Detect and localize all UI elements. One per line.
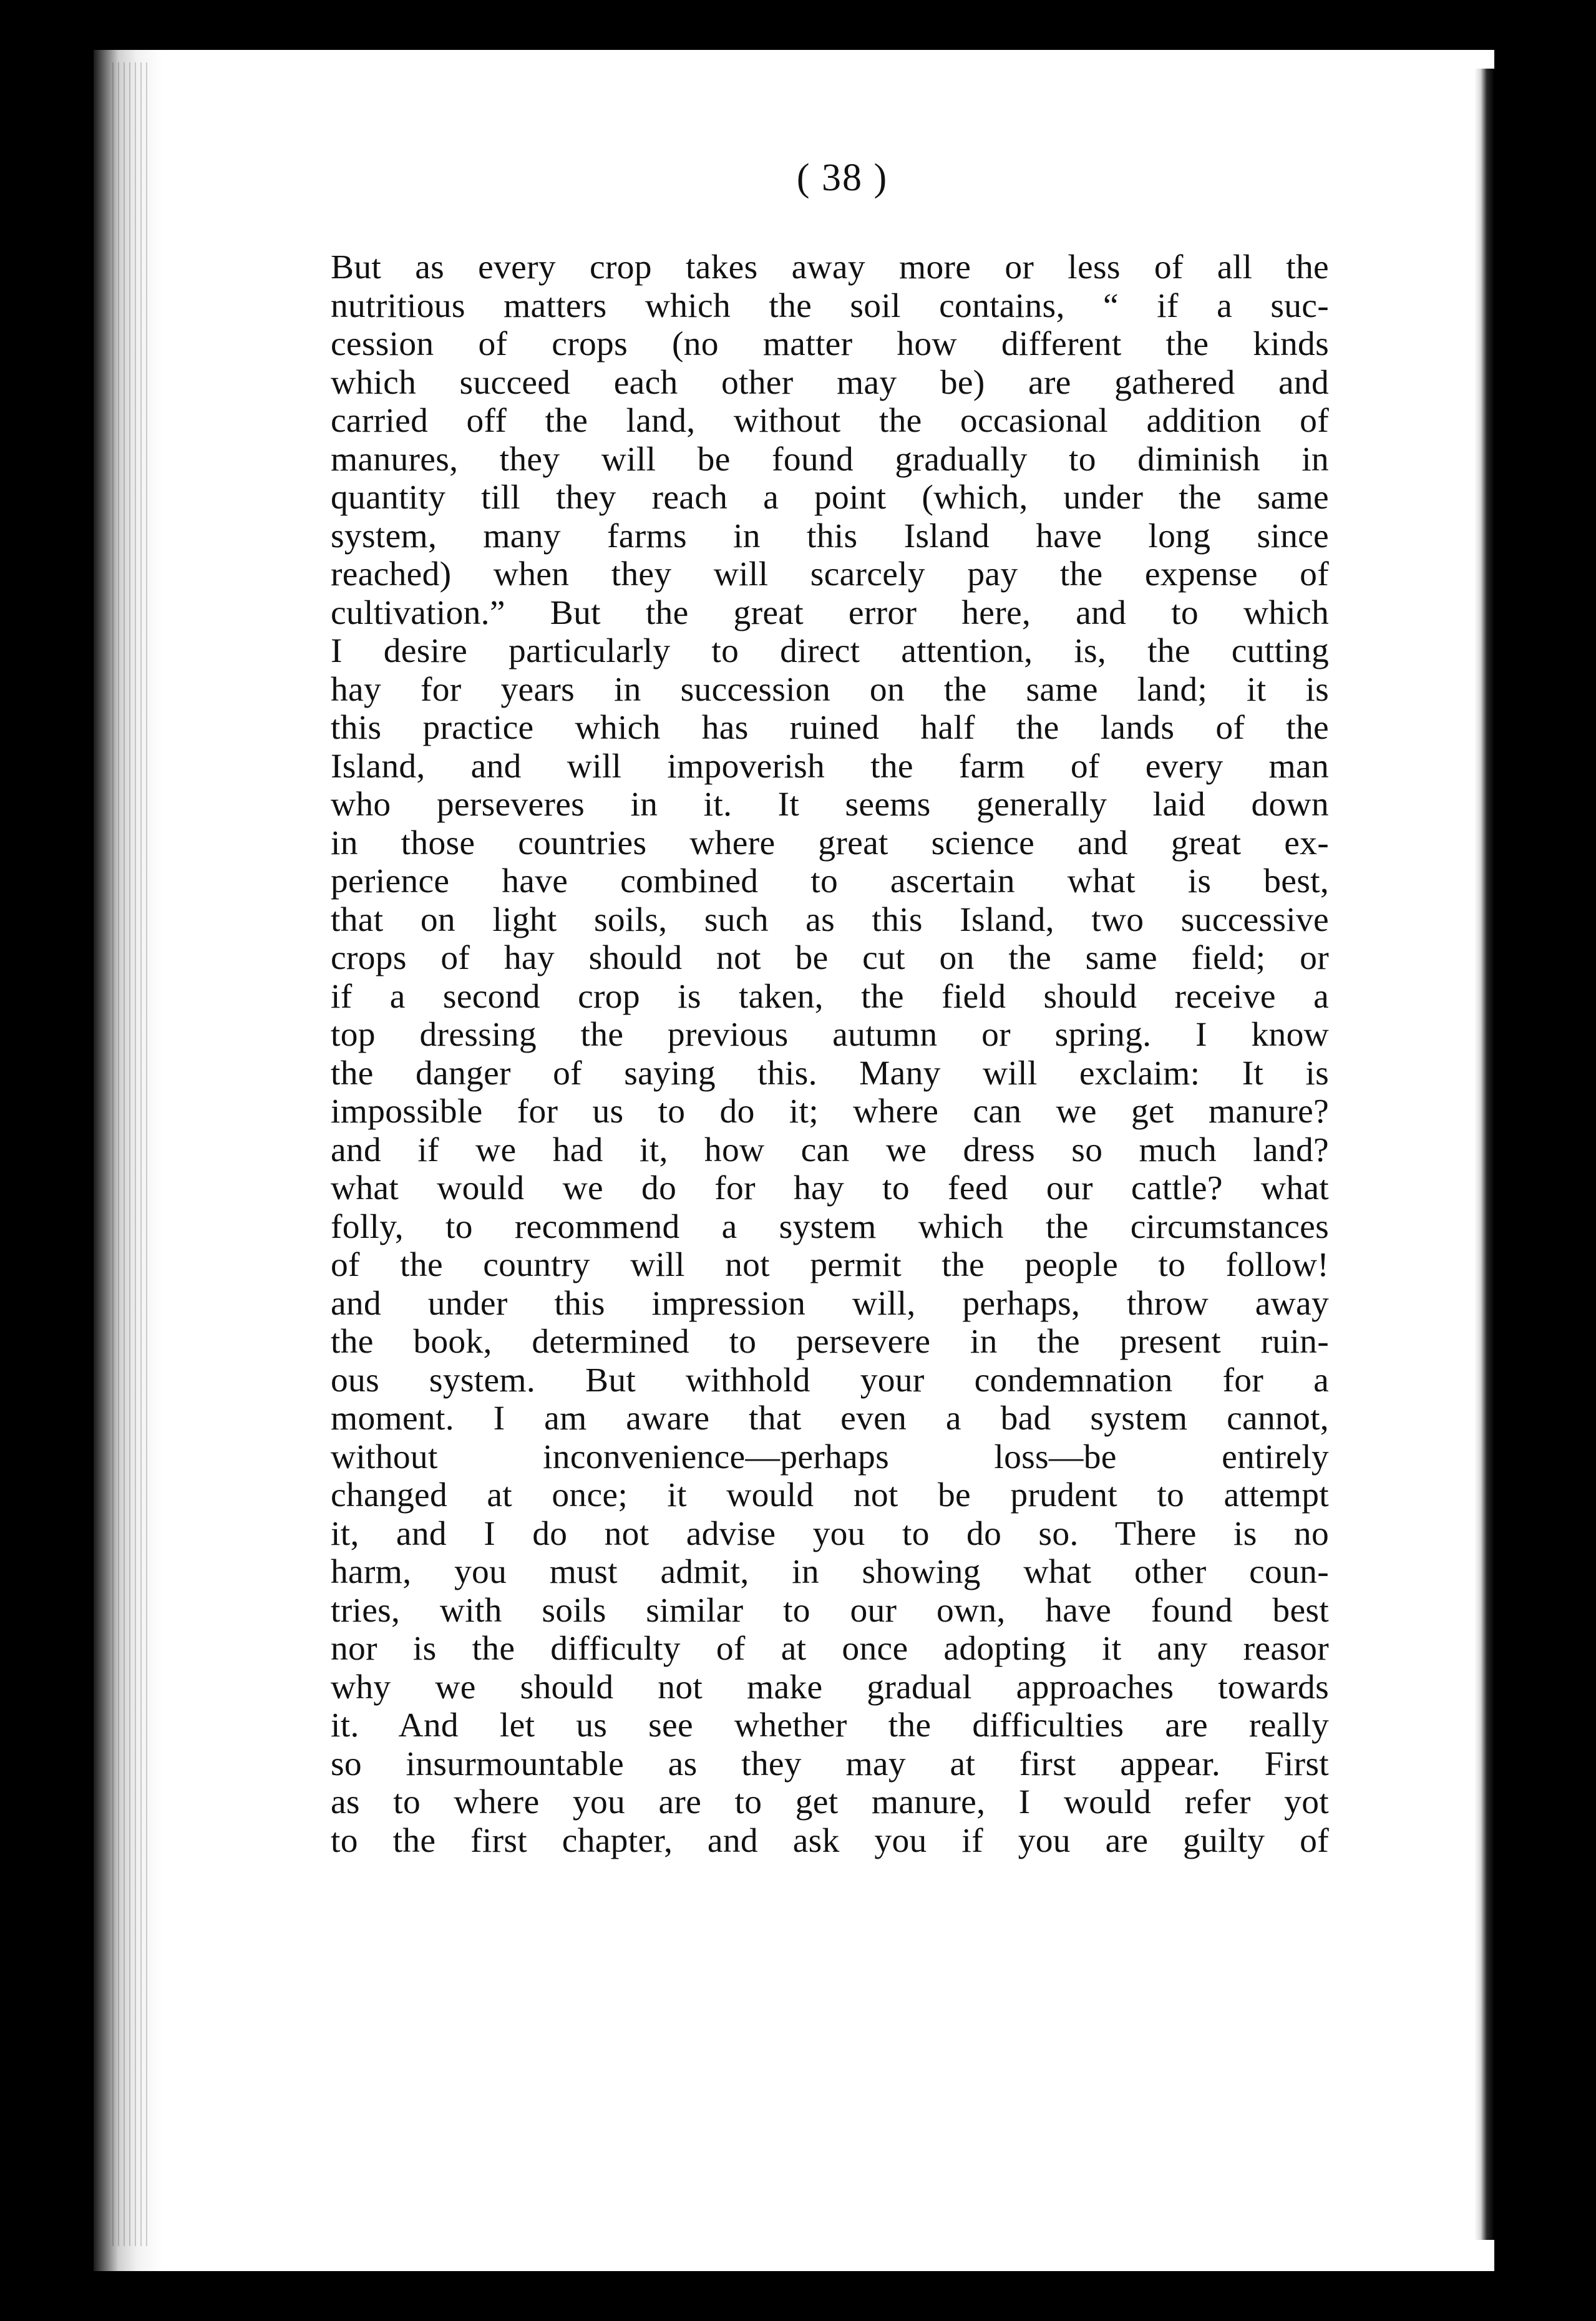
- text-line: nor is the difficulty of at once adopting it any reasor: [331, 1630, 1329, 1668]
- body-text: [331, 248, 1329, 1860]
- text-line: which succeed each other may be) are gathered and: [331, 363, 1329, 402]
- text-line: But as every crop takes away more or less of all the: [331, 248, 1329, 286]
- text-line: the danger of saying this. Many will exclaim: It is: [331, 1054, 1329, 1092]
- text-line: nutritious matters which the soil contains, “ if a suc-: [331, 286, 1329, 325]
- text-line: it, and I do not advise you to do so. There is no: [331, 1514, 1329, 1553]
- text-line: the book, determined to persevere in the present ruin-: [331, 1323, 1329, 1361]
- text-line: if a second crop is taken, the field should receive a: [331, 977, 1329, 1016]
- page-text-block: [331, 150, 1329, 1860]
- text-line: moment. I am aware that even a bad system cannot,: [331, 1399, 1329, 1438]
- text-line: harm, you must admit, in showing what other coun-: [331, 1553, 1329, 1591]
- text-line: what would we do for hay to feed our cattle? what: [331, 1169, 1329, 1207]
- text-line: crops of hay should not be cut on the same field; or: [331, 939, 1329, 977]
- text-line: it. And let us see whether the difficulties are really: [331, 1706, 1329, 1744]
- text-line: hay for years in succession on the same land; it is: [331, 670, 1329, 709]
- page-right-edge: [1474, 69, 1494, 2240]
- text-line: impossible for us to do it; where can we get manure?: [331, 1092, 1329, 1131]
- text-line: and if we had it, how can we dress so much land?: [331, 1131, 1329, 1169]
- text-line: tries, with soils similar to our own, have found best: [331, 1591, 1329, 1630]
- text-line: this practice which has ruined half the lands of the: [331, 709, 1329, 747]
- page-stack-lines: [112, 62, 150, 2246]
- text-line: and under this impression will, perhaps, throw away: [331, 1284, 1329, 1323]
- text-line: manures, they will be found gradually to diminish in: [331, 440, 1329, 479]
- text-line: so insurmountable as they may at first appear. First: [331, 1744, 1329, 1783]
- text-line: of the country will not permit the people to follow!: [331, 1246, 1329, 1284]
- text-line: ous system. But withhold your condemnation for a: [331, 1361, 1329, 1399]
- page-binding-edge: [94, 50, 162, 2271]
- text-line: folly, to recommend a system which the circumstances: [331, 1207, 1329, 1246]
- text-line: to the first chapter, and ask you if you are guilty of: [331, 1821, 1329, 1860]
- text-line: I desire particularly to direct attention, is, the cutting: [331, 632, 1329, 670]
- text-line: who perseveres in it. It seems generally laid down: [331, 786, 1329, 824]
- text-line: top dressing the previous autumn or spring. I know: [331, 1016, 1329, 1054]
- text-line: quantity till they reach a point (which, under the same: [331, 479, 1329, 517]
- text-line: reached) when they will scarcely pay the expense of: [331, 555, 1329, 593]
- text-line: that on light soils, such as this Island, two successive: [331, 900, 1329, 939]
- text-line: carried off the land, without the occasional addition of: [331, 402, 1329, 440]
- text-line: system, many farms in this Island have long since: [331, 517, 1329, 555]
- text-line: without inconvenience—perhaps loss—be entirely: [331, 1438, 1329, 1476]
- text-line: as to where you are to get manure, I would refer yot: [331, 1783, 1329, 1821]
- text-line: cession of crops (no matter how different the kinds: [331, 325, 1329, 363]
- text-line: Island, and will impoverish the farm of every man: [331, 747, 1329, 786]
- page-number: ( 38 ): [796, 157, 888, 199]
- text-line: changed at once; it would not be prudent to attempt: [331, 1476, 1329, 1514]
- text-line: in those countries where great science and great ex-: [331, 824, 1329, 862]
- text-line: perience have combined to ascertain what is best,: [331, 862, 1329, 900]
- text-line: cultivation.” But the great error here, and to which: [331, 593, 1329, 632]
- text-line: why we should not make gradual approaches towards: [331, 1668, 1329, 1706]
